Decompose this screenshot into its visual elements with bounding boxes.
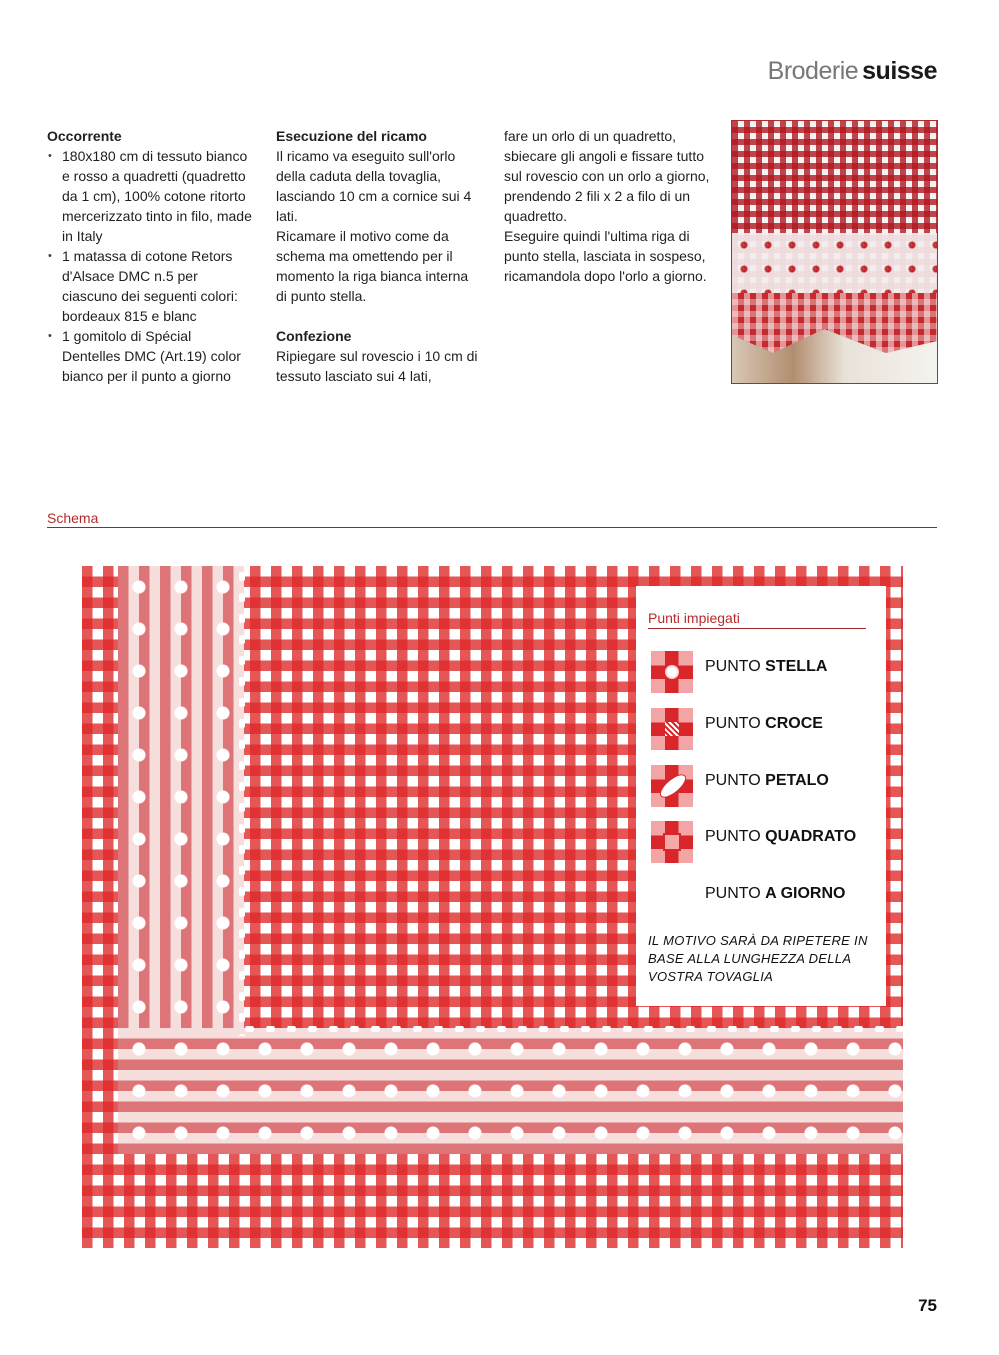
stitch-legend — [636, 586, 886, 1006]
tablecloth-photo — [731, 120, 938, 384]
materials-list — [47, 146, 252, 386]
legend-title: Punti impiegati — [648, 610, 866, 629]
page-number: 75 — [918, 1296, 937, 1315]
header-title-bold: suisse — [862, 57, 937, 85]
chart-horizontal-motif-band — [118, 1028, 903, 1154]
materials-item: • 180x180 cm di tessuto bianco e rosso a quadretti (quadretto da 1 cm), 100% cotone ritorto mercerizzato tinto in filo, made in Italy — [62, 146, 252, 246]
header-title-light: Broderie — [767, 57, 859, 85]
embroidery-text: Ricamare il motivo come da schema ma omettendo per il momento la riga bianca interna di punto stella. — [276, 228, 469, 304]
legend-label: PUNTO QUADRATO — [705, 828, 857, 845]
assembly-heading: Confezione — [276, 328, 352, 344]
materials-item: • 1 gomitolo di Spécial Dentelles DMC (Art.19) color bianco per il punto a giorno — [62, 326, 252, 386]
page-header — [768, 57, 937, 86]
legend-item-a-giorno — [651, 877, 891, 921]
embroidery-text: Il ricamo va eseguito sull'orlo della caduta della tovaglia, lasciando 10 cm a cornice sui 4 lati. — [276, 148, 472, 224]
chart-horizontal-star-row — [239, 1026, 903, 1032]
spacer — [276, 306, 481, 326]
legend-note: IL MOTIVO SARÀ DA RIPETERE IN BASE ALLA LUNGHEZZA DELLA VOSTRA TOVAGLIA — [648, 933, 868, 984]
assembly-text: Eseguire quindi l'ultima riga di punto stella, lasciata in sospeso, ricamandola dopo l'orlo a giorno. — [504, 228, 707, 284]
legend-item-quadrato — [651, 820, 891, 864]
legend-item-stella — [651, 650, 891, 694]
legend-item-petalo — [651, 764, 891, 808]
legend-label: PUNTO CROCE — [705, 715, 823, 732]
embroidery-heading: Esecuzione del ricamo — [276, 128, 427, 144]
instructions-column — [276, 126, 481, 386]
punto-croce-icon — [651, 708, 693, 750]
legend-item-croce — [651, 707, 891, 751]
section-divider — [47, 527, 937, 528]
instructions-continued-column — [504, 126, 714, 286]
materials-item: • 1 matassa di cotone Retors d'Alsace DMC n.5 per ciascuno dei seguenti colori: bordeaux 815 e blanc — [62, 246, 252, 326]
assembly-text: Ripiegare sul rovescio i 10 cm di tessuto lasciato sui 4 lati, — [276, 348, 478, 384]
materials-heading: Occorrente — [47, 128, 122, 144]
materials-column — [47, 126, 252, 386]
punto-stella-icon — [651, 651, 693, 693]
legend-label: PUNTO A GIORNO — [705, 885, 846, 902]
legend-label: PUNTO STELLA — [705, 658, 828, 675]
chart-vertical-star-row — [239, 566, 245, 1036]
assembly-text: fare un orlo di un quadretto, sbiecare gli angoli e fissare tutto sul rovescio con un orlo a giorno, prendendo 2 fili x 2 a filo di un quadretto. — [504, 128, 710, 224]
punto-quadrato-icon — [651, 821, 693, 863]
section-label: Schema — [47, 510, 99, 526]
legend-label: PUNTO PETALO — [705, 772, 829, 789]
punto-petalo-icon — [651, 765, 693, 807]
